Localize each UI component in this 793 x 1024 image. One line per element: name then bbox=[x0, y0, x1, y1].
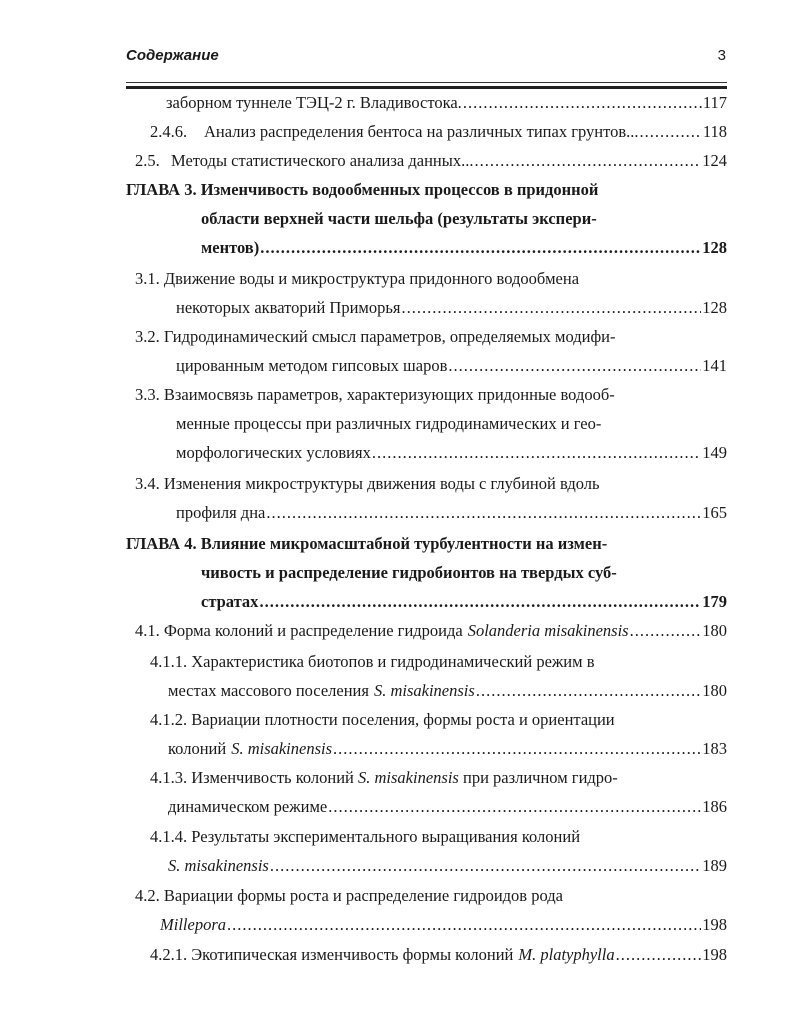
toc-entry: 4.1.2. Вариации плотности поселения, формы роста и ориентации bbox=[150, 710, 615, 729]
chapter-heading-cont: области верхней части шельфа (результаты экспери- bbox=[201, 209, 597, 228]
toc-entry: менные процессы при различных гидродинамических и гео- bbox=[176, 414, 602, 433]
toc-page: 124 bbox=[702, 151, 727, 170]
toc-entry: 2.5. Методы статистического анализа данных... ..... 124 bbox=[135, 149, 727, 173]
toc-entry: морфологических условиях ..... 149 bbox=[176, 441, 727, 465]
chapter-heading: ГЛАВА 4. Влияние микромасштабной турбулентности на измен- bbox=[126, 534, 608, 553]
toc-entry: профиля дна ..... 165 bbox=[176, 501, 727, 525]
toc-entry: динамическом режиме ..... 186 bbox=[168, 795, 727, 819]
toc-entry: стратах ..... 179 bbox=[201, 590, 727, 614]
toc-entry: 2.4.6. Анализ распределения бентоса на различных типах грунтов... ..... 118 bbox=[150, 120, 727, 144]
toc-entry: ментов) ..... 128 bbox=[201, 236, 727, 260]
toc-entry: цированным методом гипсовых шаров ..... 141 bbox=[176, 354, 727, 378]
toc-entry: 4.2. Вариации формы роста и распределение гидроидов рода bbox=[135, 886, 563, 905]
toc-entry: 4.1.3. Изменчивость колоний S. misakinensis при различном гидро- bbox=[150, 768, 618, 787]
toc-entry: 3.1. Движение воды и микроструктура придонного водообмена bbox=[135, 269, 580, 288]
toc-entry: 3.3. Взаимосвязь параметров, характеризующих придонные водооб- bbox=[135, 385, 615, 404]
toc-entry: Millepora ..... 198 bbox=[160, 913, 727, 937]
toc-page: 180 bbox=[702, 621, 727, 640]
toc-page: 180 bbox=[702, 681, 727, 700]
toc-page: 179 bbox=[702, 592, 727, 611]
header-rule-thick bbox=[126, 86, 727, 89]
toc-page: 149 bbox=[702, 443, 727, 462]
toc-page: 141 bbox=[702, 356, 727, 375]
toc-page: 118 bbox=[702, 122, 727, 141]
toc-page: 198 bbox=[702, 915, 727, 934]
toc-page: 128 bbox=[702, 238, 727, 257]
toc-page: 186 bbox=[702, 797, 727, 816]
toc-entry: 4.1.1. Характеристика биотопов и гидродинамический режим в bbox=[150, 652, 595, 671]
toc-entry: 3.4. Изменения микроструктуры движения воды с глубиной вдоль bbox=[135, 474, 600, 493]
toc-entry: 4.1.4. Результаты экспериментального выращивания колоний bbox=[150, 827, 581, 846]
header-page-number: 3 bbox=[717, 47, 726, 64]
toc-page: 165 bbox=[702, 503, 727, 522]
toc-page: 198 bbox=[702, 945, 727, 964]
toc-entry: колоний S. misakinensis ..... 183 bbox=[168, 737, 727, 761]
toc-entry: некоторых акваторий Приморья ..... 128 bbox=[176, 296, 727, 320]
toc-page: 183 bbox=[702, 739, 727, 758]
toc-entry: S. misakinensis ..... 189 bbox=[168, 854, 727, 878]
page-header bbox=[126, 47, 726, 73]
chapter-heading: ГЛАВА 3. Изменчивость водообменных процессов в придонной bbox=[126, 180, 599, 199]
toc-page: 128 bbox=[702, 298, 727, 317]
header-title: Содержание bbox=[126, 47, 219, 64]
chapter-heading-cont: чивость и распределение гидробионтов на твердых суб- bbox=[201, 563, 617, 582]
header-rule-thin bbox=[126, 82, 727, 83]
toc-entry: заборном туннеле ТЭЦ-2 г. Владивостока. ..... 117 bbox=[166, 91, 727, 115]
toc-entry: 4.1. Форма колоний и распределение гидроида Solanderia misakinensis ..... 180 bbox=[135, 619, 727, 643]
toc-page: 117 bbox=[702, 93, 727, 112]
toc-page: 189 bbox=[702, 856, 727, 875]
toc-entry: 4.2.1. Экотипическая изменчивость формы колоний M. platyphylla ..... 198 bbox=[150, 943, 727, 967]
toc-entry: местах массового поселения S. misakinensis ..... 180 bbox=[168, 679, 727, 703]
toc-entry: 3.2. Гидродинамический смысл параметров, определяемых модифи- bbox=[135, 327, 616, 346]
